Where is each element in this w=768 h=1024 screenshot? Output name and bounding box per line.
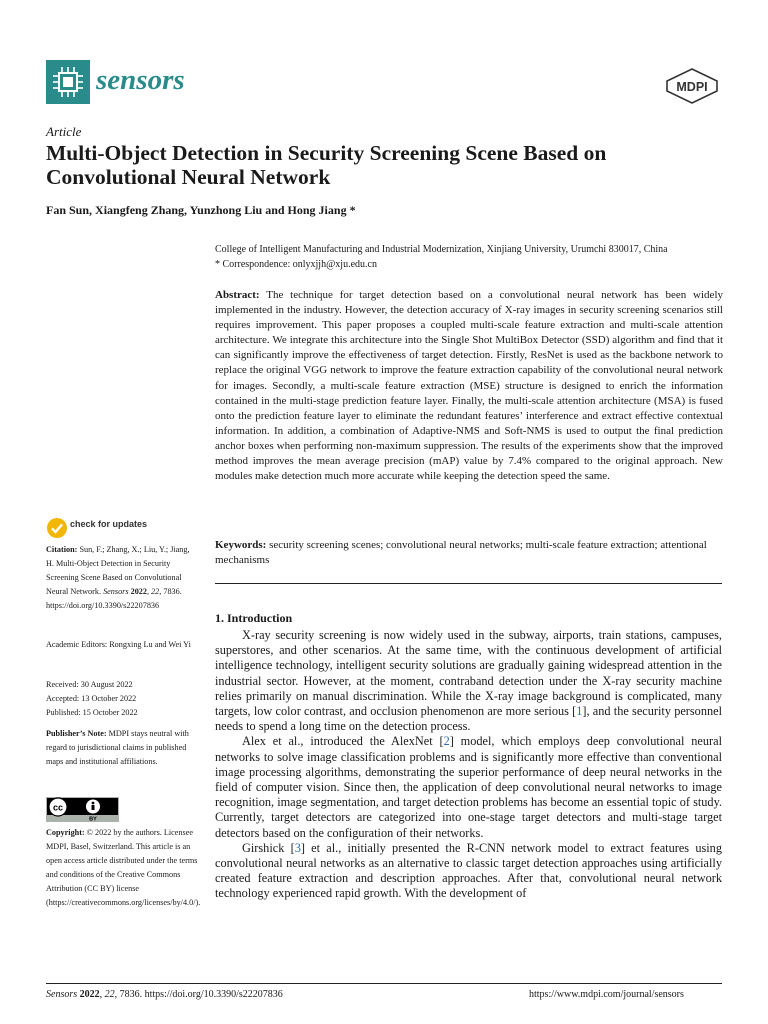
- copyright-notice: Copyright: © 2022 by the authors. Licensee MDPI, Basel, Switzerland. This article is an open access article distributed under the terms and conditions of the Creative Commons Attribution (CC BY) license (https://creativecommons.org/licenses/by/4.0/).: [46, 828, 201, 907]
- introduction-body: [215, 628, 722, 902]
- author-list: Fan Sun, Xiangfeng Zhang, Yunzhong Liu and Hong Jiang *: [46, 203, 356, 217]
- svg-text:cc: cc: [52, 802, 64, 813]
- citation-link[interactable]: 3: [294, 840, 301, 855]
- svg-text:BY: BY: [89, 816, 97, 822]
- check-updates-label: check for updates: [70, 519, 148, 529]
- paragraph: X-ray security screening is now widely used in the subway, airports, train stations, campuses, superstores, and other scenarios. At the same time, with the continuous development of artificial intelligence technology, intelligent security solutions are gradually gaining widespread attention in the industrial sector. However, at the moment, contraband detection under the X-ray security machine relies primarily on manual discrimination. While the X-ray image background is complicated, many targets, low color contrast, and occlusion phenomenon are more serious [1], and the security personnel needs to spend a long time on the detection process.: [215, 628, 722, 734]
- affiliation-block: [215, 242, 735, 272]
- keywords-label: Keywords:: [215, 539, 267, 551]
- correspondence: * Correspondence: onlyxjjh@xju.edu.cn: [215, 259, 377, 270]
- footer-citation: Sensors 2022, 22, 7836. https://doi.org/10.3390/s22207836: [46, 989, 283, 1000]
- abstract: [215, 288, 723, 484]
- received-date: Received: 30 August 2022: [46, 680, 133, 689]
- keywords: [215, 538, 723, 568]
- journal-name: sensors: [96, 64, 185, 96]
- paragraph: Girshick [3] et al., initially presented the R-CNN network model to extract features using convolutional neural networks as an alternative to classic target detection approaches using artificially created feature extraction and description approaches. After that, convolutional neural network technology experienced rapid growth. With the development of: [215, 840, 722, 901]
- cc-license-badge[interactable]: [46, 797, 119, 822]
- section-heading: 1. Introduction: [215, 611, 293, 625]
- citation-link[interactable]: 1: [576, 704, 583, 719]
- publication-dates: [46, 678, 198, 720]
- affiliation: College of Intelligent Manufacturing and Industrial Modernization, Xinjiang University, Urumchi 830017, China: [215, 244, 668, 255]
- paragraph: Alex et al., introduced the AlexNet [2] model, which employs deep convolutional neural networks to solve image classification problems and is significantly more effective than conventional image processing algorithms, demonstrating the superior performance of deep neural networks in the field of computer vision. Since then, the application of deep convolutional neural networks to image recognition, image segmentation, and target detection problems has become an essential topic of study. Currently, target detectors are categorized into one-stage target detectors and multi-stage target detectors based on the configuration of their networks.: [215, 734, 722, 840]
- abstract-text: The technique for target detection based on a convolutional neural network has been widely implemented in the industry. However, the detection accuracy of X-ray images in security screening scenarios still requires improvement. This paper proposes a coupled multi-scale feature extraction and multi-scale attention architecture. We integrate this architecture into the Single Shot MultiBox Detector (SSD) algorithm and find that it can significantly improve the effectiveness of target detection. Firstly, ResNet is used as the backbone network to replace the original VGG network to improve the feature extraction capability of the convolutional neural network for images. Secondly, a multi-scale feature extraction (MSE) structure is designed to enrich the information contained in the multi-stage prediction feature layer. Finally, the multi-scale attention architecture (MSA) is fused onto the prediction feature layer to eliminate the redundant features’ interference and extract effective contextual information. In addition, a combination of Adaptive-NMS and Soft-NMS is used to output the final prediction anchor boxes when performing non-maximum suppression. The results of the experiments show that the improved method improves the mean average precision (mAP) value by 7.4% compared to the original approach. New modules make detection much more accurate while keeping the detection speed the same.: [215, 289, 723, 483]
- mdpi-logo-text: MDPI: [676, 80, 708, 94]
- mdpi-logo: [665, 67, 719, 105]
- publisher-note: Publisher’s Note: MDPI stays neutral with regard to jurisdictional claims in published maps and institutional affiliations.: [46, 729, 189, 766]
- citation-link[interactable]: 2: [443, 734, 450, 749]
- footer-journal-url[interactable]: https://www.mdpi.com/journal/sensors: [529, 989, 684, 1000]
- keywords-text: security screening scenes; convolutional neural networks; multi-scale feature extraction; attentional mechanisms: [215, 539, 707, 567]
- abstract-label: Abstract:: [215, 289, 260, 301]
- published-date: Published: 15 October 2022: [46, 707, 138, 717]
- footer-divider: [46, 983, 722, 984]
- article-type: Article: [46, 124, 82, 139]
- section-divider: [215, 583, 722, 584]
- chip-icon: [46, 60, 90, 104]
- accepted-date: Accepted: 13 October 2022: [46, 693, 137, 703]
- check-updates-icon: [46, 517, 68, 539]
- article-title: Multi-Object Detection in Security Screening Scene Based on Convolutional Neural Network: [46, 141, 607, 189]
- cc-by-icon: [46, 797, 119, 822]
- academic-editors: Academic Editors: Rongxing Lu and Wei Yi: [46, 640, 191, 649]
- citation-block: Citation: Sun, F.; Zhang, X.; Liu, Y.; Jiang, H. Multi-Object Detection in Security Screening Scene Based on Convolutional Neural Network. Sensors 2022, 22, 7836. https://doi.org/10.3390/s22207836: [46, 545, 190, 610]
- journal-logo: [46, 60, 90, 104]
- check-updates-button[interactable]: [46, 517, 166, 545]
